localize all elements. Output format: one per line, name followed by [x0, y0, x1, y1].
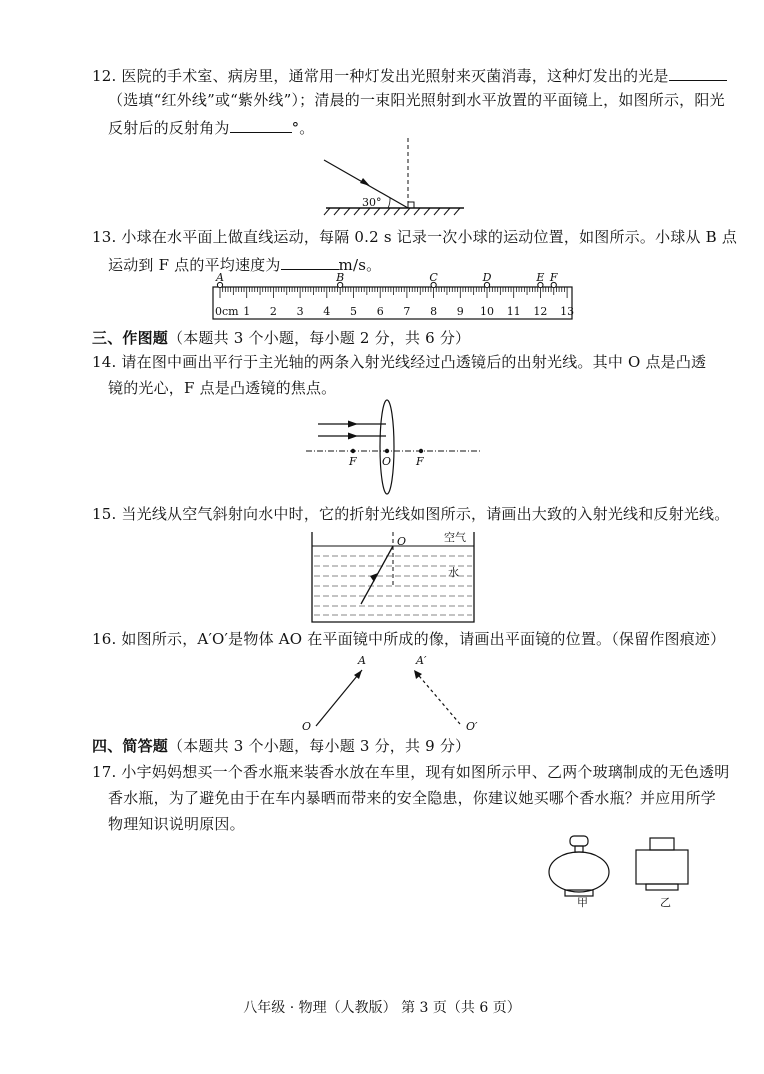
q13-text-2: 运动到 F 点的平均速度为 [108, 256, 281, 274]
ball-label-b: B [336, 271, 345, 284]
focus-right-dot [419, 449, 423, 453]
water-label: 水 [448, 566, 459, 579]
q13-line1: 13. 小球在水平面上做直线运动，每隔 0.2 s 记录一次小球的运动位置，如图所示。小球从 B 点 [92, 228, 738, 246]
q12-blank-1[interactable] [669, 64, 727, 81]
air-label: 空气 [444, 531, 466, 544]
q14-line1: 14. 请在图中画出平行于主光轴的两条入射光线经过凸透镜后的出射光线。其中 O 点是凸透 [92, 353, 707, 371]
section-4-title: 四、简答题 [92, 737, 169, 755]
q17-line3: 物理知识说明原因。 [108, 815, 245, 833]
ray-arrow-icon [348, 421, 358, 428]
water-lines [314, 556, 472, 615]
ruler-number: 9 [456, 305, 464, 318]
ruler-number: 13 [560, 305, 575, 318]
ray-arrow-icon [360, 178, 370, 186]
label-o-prime: O′ [466, 720, 478, 733]
q12-line3 [108, 116, 315, 138]
ball-label-e: E [536, 271, 545, 284]
image-a-prime-o-prime [414, 670, 460, 724]
ruler-number: 10 [480, 305, 494, 318]
q13-blank[interactable] [281, 253, 339, 270]
right-angle-mark [408, 202, 414, 208]
ruler-number: 3 [296, 305, 304, 318]
label-a-prime: A′ [416, 654, 427, 667]
ball-positions [215, 271, 558, 288]
ball-label-d: D [482, 271, 492, 284]
q17-bottles-figure [548, 832, 708, 910]
convex-lens [380, 400, 394, 494]
q15-refraction-figure [308, 526, 478, 626]
q17-line2: 香水瓶，为了避免由于在车内暴晒而带来的安全隐患，你建议她买哪个香水瓶？并应用所学 [108, 789, 717, 807]
q12-text: 12. 医院的手术室、病房里，通常用一种灯发出光照射来灭菌消毒，这种灯发出的光是 [92, 67, 669, 85]
bottle-yi [636, 838, 688, 890]
q12-line2: （选填“红外线”或“紫外线”）；清晨的一束阳光照射到水平放置的平面镜上，如图所示，阳光 [108, 91, 725, 109]
ruler-number: 1 [243, 305, 251, 318]
ruler-number: 11 [506, 305, 521, 318]
ruler-number: 7 [403, 305, 411, 318]
label-yi: 乙 [660, 896, 671, 909]
ruler-number: 5 [350, 305, 357, 318]
ball-label-f: F [549, 271, 558, 284]
label-jia: 甲 [577, 896, 588, 909]
section-4-note: （本题共 3 个小题，每小题 3 分，共 9 分） [168, 737, 471, 755]
q12-mirror-figure [318, 136, 468, 216]
q16-mirror-image-figure [296, 652, 526, 734]
optical-center-dot [385, 449, 389, 453]
focus-right-label: F [416, 455, 424, 468]
ball-label-c: C [429, 271, 438, 284]
focus-left-dot [351, 449, 355, 453]
q17-line1: 17. 小宇妈妈想买一个香水瓶来装香水放在车里，现有如图所示甲、乙两个玻璃制成的无色透明 [92, 763, 730, 781]
label-o: O [302, 720, 312, 733]
ruler-numbers [215, 305, 574, 318]
q13-ruler-figure [205, 272, 575, 322]
ruler-number: 12 [533, 305, 548, 318]
ruler-ticks [220, 287, 567, 298]
bottle-jia [549, 836, 609, 896]
ruler-number: 8 [430, 305, 438, 318]
q12-degree: °。 [291, 119, 315, 137]
section-3-heading [92, 328, 470, 348]
q15-line1: 15. 当光线从空气斜射向水中时，它的折射光线如图所示，请画出大致的入射光线和反射光线。 [92, 505, 730, 523]
object-ao [316, 670, 362, 726]
ruler-number: 4 [323, 305, 331, 318]
label-a: A [358, 654, 366, 667]
point-o-label: O [397, 535, 407, 548]
page-footer: 八年级 · 物理（人教版） 第 3 页（共 6 页） [243, 1000, 521, 1016]
angle-label: 30° [362, 196, 382, 209]
ray-arrow-icon [370, 573, 378, 582]
ruler-zero-label: 0cm [215, 305, 239, 318]
focus-left-label: F [349, 455, 357, 468]
q12-blank-2[interactable] [230, 116, 292, 133]
q13-unit: m/s。 [338, 256, 382, 274]
q12-text-3: 反射后的反射角为 [108, 119, 230, 137]
ruler-number: 6 [376, 305, 384, 318]
q16-line1: 16. 如图所示，A′O′是物体 AO 在平面镜中所成的像，请画出平面镜的位置。（保留作图痕迹） [92, 630, 726, 648]
q14-line2: 镜的光心，F 点是凸透镜的焦点。 [108, 379, 337, 397]
ruler-number: 2 [269, 305, 277, 318]
optical-center-label: O [382, 455, 392, 468]
section-3-title: 三、作图题 [92, 329, 169, 347]
q14-lens-figure [300, 400, 490, 500]
ball-label-a: A [216, 271, 224, 284]
mirror-hatching [324, 208, 460, 215]
angle-arc [388, 198, 390, 208]
section-3-note: （本题共 3 个小题，每小题 2 分，共 6 分） [168, 329, 471, 347]
q12-line1 [92, 64, 727, 86]
section-4-heading [92, 736, 470, 756]
ray-arrow-icon [348, 433, 358, 440]
